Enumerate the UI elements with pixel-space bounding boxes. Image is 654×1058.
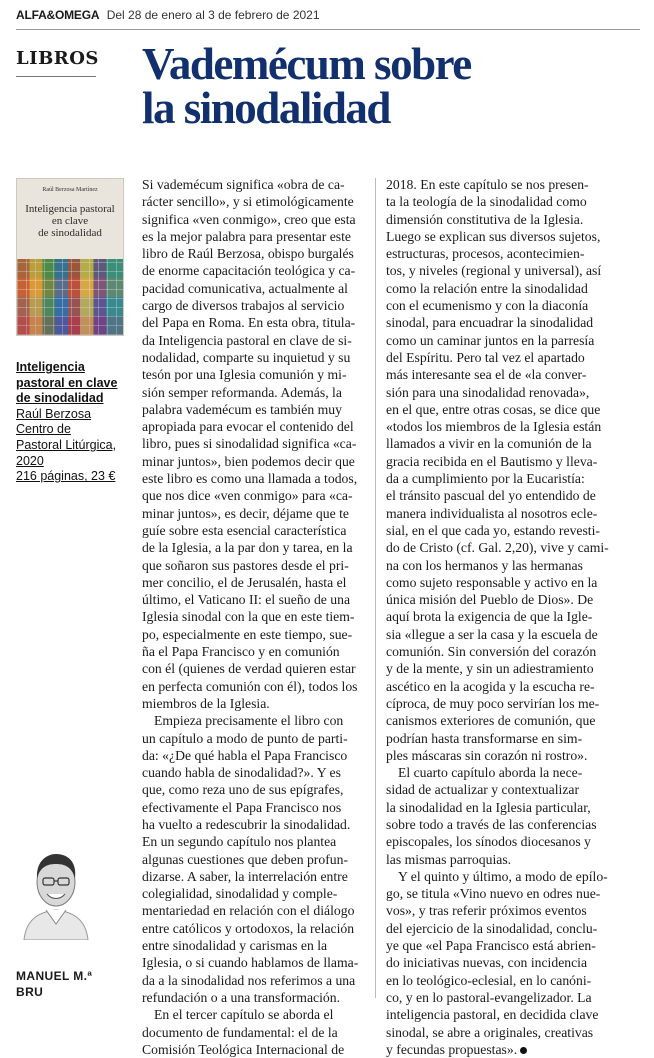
article-line: de la Iglesia, a la par don y tarea, en la bbox=[142, 540, 353, 556]
article-line: «todos los miembros de la Iglesia están bbox=[386, 419, 602, 435]
article-line: apropiada para evocar el contenido del bbox=[142, 419, 354, 435]
article-line: con el ecumenismo y con la diaconía bbox=[386, 298, 589, 314]
article-line: gracia recibida en el Bautismo y lleva- bbox=[386, 453, 598, 469]
article-line: dimensión constitutiva de la Iglesia. bbox=[386, 211, 584, 227]
article-line: Iglesia sinodal con la que en este tiem- bbox=[142, 609, 355, 625]
article-line: podrían hasta transformarse en sim- bbox=[386, 730, 583, 746]
article-line: co, y en lo pastoral-evangelizador. La bbox=[386, 989, 592, 1005]
article-line: ña el Papa Francisco y en comunión bbox=[142, 644, 340, 660]
book-publisher: Pastoral Litúrgica, bbox=[16, 437, 117, 452]
article-line: como un caminar juntos en la parresía bbox=[386, 332, 595, 348]
article-line: única misión del Pueblo de Dios». De bbox=[386, 592, 594, 608]
article-line: minar juntos», bien podemos decir que bbox=[142, 453, 355, 469]
article-line: episcopales, los sínodos diocesanos y bbox=[386, 834, 591, 850]
byline-name: BRU bbox=[16, 985, 44, 999]
article-line: estructuras, procesos, acontecimien- bbox=[386, 246, 585, 262]
article-line: na con los hermanos y las hermanas bbox=[386, 557, 583, 573]
article-line: último, el Vaticano II: el sueño de una bbox=[142, 592, 351, 608]
article-line: El cuarto capítulo aborda la nece- bbox=[398, 765, 583, 781]
article-line: Y el quinto y último, a modo de epílo- bbox=[398, 868, 608, 884]
cover-title bbox=[21, 203, 119, 239]
end-mark-icon bbox=[520, 1047, 527, 1054]
article-line: con él (quienes de verdad quieren estar bbox=[142, 661, 356, 677]
article-line: do de Cristo (cf. Gal. 2,20), vive y cami- bbox=[386, 540, 609, 556]
article-line: un capítulo a modo de punto de parti- bbox=[142, 730, 348, 746]
article-line: po, especialmente en este tiempo, sue- bbox=[142, 626, 353, 642]
article-line: minar juntos», es decir, déjame que te bbox=[142, 505, 349, 521]
article-line: documento de fundamental: el de la bbox=[142, 1024, 338, 1040]
article-line: sobre todo a través de las conferencias bbox=[386, 816, 597, 832]
article-line: da Inteligencia pastoral en clave de si- bbox=[142, 332, 352, 348]
article-line: vos», y tras referir próximos eventos bbox=[386, 903, 587, 919]
article-line: tos, y niveles (regional y universal), así bbox=[386, 263, 602, 279]
article-line: Comisión Teológica Internacional de bbox=[142, 1041, 345, 1057]
article-line: que, como reza uno de sus epígrafes, bbox=[142, 782, 344, 798]
article-line: sión para una sinodalidad renovada», bbox=[386, 384, 590, 400]
article-line: da a la sinodalidad nos referimos a una bbox=[142, 972, 356, 988]
article-line: cíproca, de muy poco servirían los me- bbox=[386, 695, 600, 711]
book-title bbox=[16, 360, 128, 407]
article-line: da: «¿De qué habla el Papa Francisco bbox=[142, 747, 348, 763]
headline-line: Vademécum sobre bbox=[142, 39, 471, 89]
article-line: llamados a vivir en la comunión de la bbox=[386, 436, 592, 452]
article-line: miembros de la Iglesia. bbox=[142, 695, 270, 711]
article-line: ye que «el Papa Francisco está abrien- bbox=[386, 938, 596, 954]
book-title-line: pastoral en clave bbox=[16, 375, 118, 390]
article-line: En un segundo capítulo nos plantea bbox=[142, 834, 337, 850]
book-year: 2020 bbox=[16, 453, 44, 468]
book-author: Raúl Berzosa bbox=[16, 406, 92, 421]
article-line: sial, en el que cada yo, estando revesti- bbox=[386, 522, 600, 538]
cover-title-line: Inteligencia pastoral bbox=[25, 203, 115, 215]
article-line: ples máscaras sin corazón ni rostro». bbox=[386, 747, 588, 763]
article-line: de enorme capacitación teológica y ca- bbox=[142, 263, 356, 279]
article-line: más interesante sea el de «la conver- bbox=[386, 367, 587, 383]
article-line: mentariedad en relación con el diálogo bbox=[142, 903, 355, 919]
headline bbox=[142, 39, 642, 133]
article-line: sia «llegue a ser la casa y la escuela de bbox=[386, 626, 598, 642]
article-line: y fecundas propuestas». bbox=[386, 1041, 638, 1058]
article-line: cargo de diversos trabajos al servicio bbox=[142, 298, 345, 314]
article-line: del Papa en Roma. En esta obra, titula- bbox=[142, 315, 356, 331]
article-line: entre católicos y ortodoxos, la relación bbox=[142, 920, 355, 936]
article-line: mer concilio, el de Jerusalén, hasta el bbox=[142, 574, 347, 590]
byline-name: MANUEL M.ª bbox=[16, 969, 93, 983]
article-line: del ejercicio de la sinodalidad, conclu- bbox=[386, 920, 598, 936]
article-line: colegialidad, sinodalidad y comple- bbox=[142, 886, 338, 902]
book-publisher: Centro de bbox=[16, 422, 71, 437]
article-line: Luego se explican sus diversos sujetos, bbox=[386, 228, 601, 244]
article-line: ta la teología de la sinodalidad como bbox=[386, 194, 587, 210]
article-line: en lo teológico-eclesial, en lo canóni- bbox=[386, 972, 592, 988]
article-line: sidad de actualizar y contextualizar bbox=[386, 782, 580, 798]
article-line: este libro es como una llamada a todos, bbox=[142, 471, 358, 487]
article-line: libro de Raúl Berzosa, obispo burgalés bbox=[142, 246, 354, 262]
article-line: dizarse. A saber, la interrelación entre bbox=[142, 868, 348, 884]
top-divider bbox=[16, 29, 640, 30]
cover-title-line: de sinodalidad bbox=[38, 227, 102, 239]
cover-mosaic-overlay bbox=[17, 259, 123, 335]
cover-author: Raúl Berzosa Martínez bbox=[42, 187, 98, 193]
column-divider bbox=[375, 178, 376, 998]
byline bbox=[16, 968, 92, 1000]
article-line: las mismas parroquias. bbox=[386, 851, 512, 867]
author-photo bbox=[16, 848, 96, 940]
article-line: Empieza precisamente el libro con bbox=[154, 713, 344, 729]
article-line: y de la mente, y sin un adiestramiento bbox=[386, 661, 594, 677]
article-column-1 bbox=[142, 176, 366, 1058]
article-line: sinodal, se abre a originales, creativas bbox=[386, 1024, 594, 1040]
article-line: la sinodalidad en la Iglesia particular, bbox=[386, 799, 591, 815]
article-line: es la mejor palabra para presentar este bbox=[142, 228, 352, 244]
masthead bbox=[16, 8, 320, 22]
article-line: ha vuelto a redescubrir la sinodalidad. bbox=[142, 816, 351, 832]
article-line: pacidad comunicativa, actualmente al bbox=[142, 280, 348, 296]
article-line: Iglesia, o si cuando hablamos de llama- bbox=[142, 955, 359, 971]
article-line: sión semper reformanda. Además, la bbox=[142, 384, 342, 400]
article-line: rácter sencillo», y si etimológicamente bbox=[142, 194, 354, 210]
article-line: efectivamente el Papa Francisco nos bbox=[142, 799, 342, 815]
book-cover-image bbox=[16, 178, 124, 336]
article-line: canismos exteriores de comunión, que bbox=[386, 713, 596, 729]
article-line: da a cumplimiento por la Eucaristía: bbox=[386, 471, 585, 487]
article-line: palabra vademécum es también muy bbox=[142, 401, 342, 417]
article-line: Si vademécum significa «obra de ca- bbox=[142, 177, 345, 192]
article-line: que nos dice «ven conmigo» para «ca- bbox=[142, 488, 353, 504]
book-title-line: Inteligencia bbox=[16, 360, 85, 374]
article-line: do iniciativas nuevas, con incidencia bbox=[386, 955, 588, 971]
article-line: algunas cuestiones que deben profun- bbox=[142, 851, 349, 867]
article-line: significa «ven conmigo», creo que esta bbox=[142, 211, 356, 227]
article-line: manera individualista al nosotros ecle- bbox=[386, 505, 598, 521]
article-line: que soñaron sus pastores desde el pri- bbox=[142, 557, 349, 573]
article-line: 2018. En este capítulo se nos presen- bbox=[386, 177, 589, 192]
article-line: entre sinodalidad y carismas en la bbox=[142, 938, 328, 954]
article-line: En el tercer capítulo se aborda el bbox=[154, 1007, 334, 1023]
article-line: comunión. Sin conversión del corazón bbox=[386, 644, 597, 660]
article-line: en el que, entre otras cosas, se dice que bbox=[386, 401, 601, 417]
issue-date: Del 28 de enero al 3 de febrero de 2021 bbox=[106, 8, 320, 22]
brand-name: ALFA&OMEGA bbox=[16, 8, 100, 22]
article-line: aquí brota la exigencia de que la Igle- bbox=[386, 609, 593, 625]
article-line: nodalidad, comparte su inquietud y su bbox=[142, 349, 351, 365]
book-title-line: de sinodalidad bbox=[16, 391, 104, 406]
headline-line: la sinodalidad bbox=[142, 83, 390, 133]
article-line: guíe sobre esta esencial característica bbox=[142, 522, 347, 538]
article-line: en perfecta comunión con él), todos los bbox=[142, 678, 358, 694]
article-line: el tránsito pascual del yo entendido de bbox=[386, 488, 596, 504]
article-line: como la relación entre la sinodalidad bbox=[386, 280, 588, 296]
article-line: como sujeto responsable y activo en la bbox=[386, 574, 598, 590]
book-info bbox=[16, 360, 128, 485]
book-pages-price: 216 páginas, 23 € bbox=[16, 469, 116, 484]
article-line: go, se titula «Vino nuevo en odres nue- bbox=[386, 886, 601, 902]
article-line: libro, pues si sinodalidad significa «ca- bbox=[142, 436, 357, 452]
article-line: refundación o a una transformación. bbox=[142, 989, 341, 1005]
section-divider bbox=[16, 76, 96, 77]
book-details bbox=[16, 407, 128, 485]
article-line: ascético en la acogida y la escucha re- bbox=[386, 678, 595, 694]
article-line: cuando habla de sinodalidad?». Y es bbox=[142, 765, 341, 781]
cover-title-line: en clave bbox=[51, 215, 89, 227]
section-label: LIBROS bbox=[16, 48, 99, 69]
article-column-2 bbox=[386, 176, 638, 1058]
article-line: inteligencia pastoral, en decidida clave bbox=[386, 1007, 599, 1023]
article-line: tesón por una Iglesia comunión y mi- bbox=[142, 367, 347, 383]
article-line: del Espíritu. Pero tal vez el apartado bbox=[386, 349, 585, 365]
article-line: sinodal, para encuadrar la sinodalidad bbox=[386, 315, 594, 331]
